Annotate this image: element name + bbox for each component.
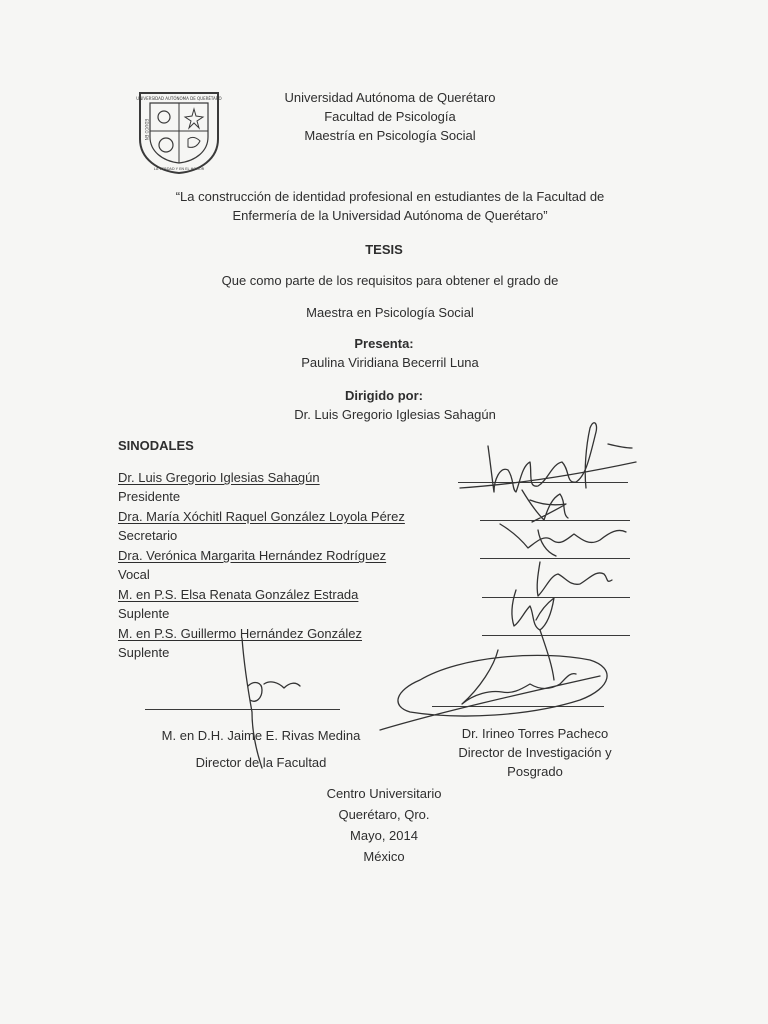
institution-header bbox=[220, 88, 560, 145]
program-name: Maestría en Psicología Social bbox=[304, 128, 476, 143]
signature-secretary bbox=[522, 490, 568, 522]
signature-line bbox=[458, 482, 628, 483]
research-director-block bbox=[440, 724, 630, 781]
campus-name: Centro Universitario bbox=[326, 786, 442, 801]
committee-member-role: Presidente bbox=[118, 489, 181, 504]
requirement-text: Que como parte de los requisitos para obtener el grado de bbox=[221, 273, 559, 288]
signature-line bbox=[480, 520, 630, 521]
committee-member-name: Dr. Luis Gregorio Iglesias Sahagún bbox=[118, 470, 320, 485]
university-name: Universidad Autónoma de Querétaro bbox=[284, 90, 496, 105]
svg-text:EDUCO EN: EDUCO EN bbox=[144, 119, 149, 141]
committee-member-name: Dra. Verónica Margarita Hernández Rodríguez bbox=[118, 548, 387, 563]
research-director-name: Dr. Irineo Torres Pacheco bbox=[461, 726, 609, 741]
author-name: Paulina Viridiana Becerril Luna bbox=[301, 355, 479, 370]
signature-line bbox=[145, 709, 340, 710]
committee-member-name: Dra. María Xóchitl Raquel González Loyola Pérez bbox=[118, 509, 405, 524]
committee-member-role: Suplente bbox=[118, 645, 170, 660]
university-seal-logo bbox=[136, 89, 222, 175]
thesis-director-name: Dr. Luis Gregorio Iglesias Sahagún bbox=[294, 407, 496, 422]
date-text: Mayo, 2014 bbox=[350, 828, 418, 843]
research-director-title-cont: Posgrado bbox=[507, 764, 563, 779]
signature-vocal bbox=[500, 524, 626, 556]
svg-text:UNIVERSIDAD AUTÓNOMA DE QUERÉT: UNIVERSIDAD AUTÓNOMA DE QUERÉTARO bbox=[136, 96, 222, 101]
faculty-director-block bbox=[136, 726, 386, 772]
document-type-label: TESIS bbox=[365, 242, 403, 257]
degree-name: Maestra en Psicología Social bbox=[306, 305, 474, 320]
faculty-director-name: M. en D.H. Jaime E. Rivas Medina bbox=[161, 728, 361, 743]
committee-member-role: Vocal bbox=[118, 567, 150, 582]
faculty-name: Facultad de Psicología bbox=[324, 109, 456, 124]
thesis-title-line-1: “La construcción de identidad profesional en estudiantes de la Facultad de bbox=[175, 189, 605, 204]
country-name: México bbox=[363, 849, 405, 864]
signature-line bbox=[482, 635, 630, 636]
signature-research-director bbox=[380, 630, 607, 730]
committee-member-name: M. en P.S. Guillermo Hernández González bbox=[118, 626, 362, 641]
signature-suplente-2 bbox=[512, 590, 554, 630]
faculty-director-title: Director de la Facultad bbox=[195, 755, 327, 770]
research-director-title: Director de Investigación y bbox=[458, 745, 612, 760]
committee-member-role: Secretario bbox=[118, 528, 178, 543]
signature-line bbox=[480, 558, 630, 559]
committee-member-role: Suplente bbox=[118, 606, 170, 621]
committee-member-name: M. en P.S. Elsa Renata González Estrada bbox=[118, 587, 359, 602]
signature-suplente-1 bbox=[537, 562, 612, 596]
committee-title: SINODALES bbox=[118, 438, 194, 453]
city-name: Querétaro, Qro. bbox=[338, 807, 430, 822]
place-date-footer bbox=[270, 783, 498, 867]
signature-line bbox=[432, 706, 604, 707]
svg-text:LA VERDAD Y EN EL HONOR: LA VERDAD Y EN EL HONOR bbox=[153, 167, 205, 171]
presenta-label: Presenta: bbox=[354, 336, 414, 351]
thesis-title-line-2: Enfermería de la Universidad Autónoma de Querétaro” bbox=[232, 208, 548, 223]
signature-line bbox=[482, 597, 630, 598]
supervised-by-label: Dirigido por: bbox=[345, 388, 423, 403]
thesis-title bbox=[130, 187, 650, 225]
